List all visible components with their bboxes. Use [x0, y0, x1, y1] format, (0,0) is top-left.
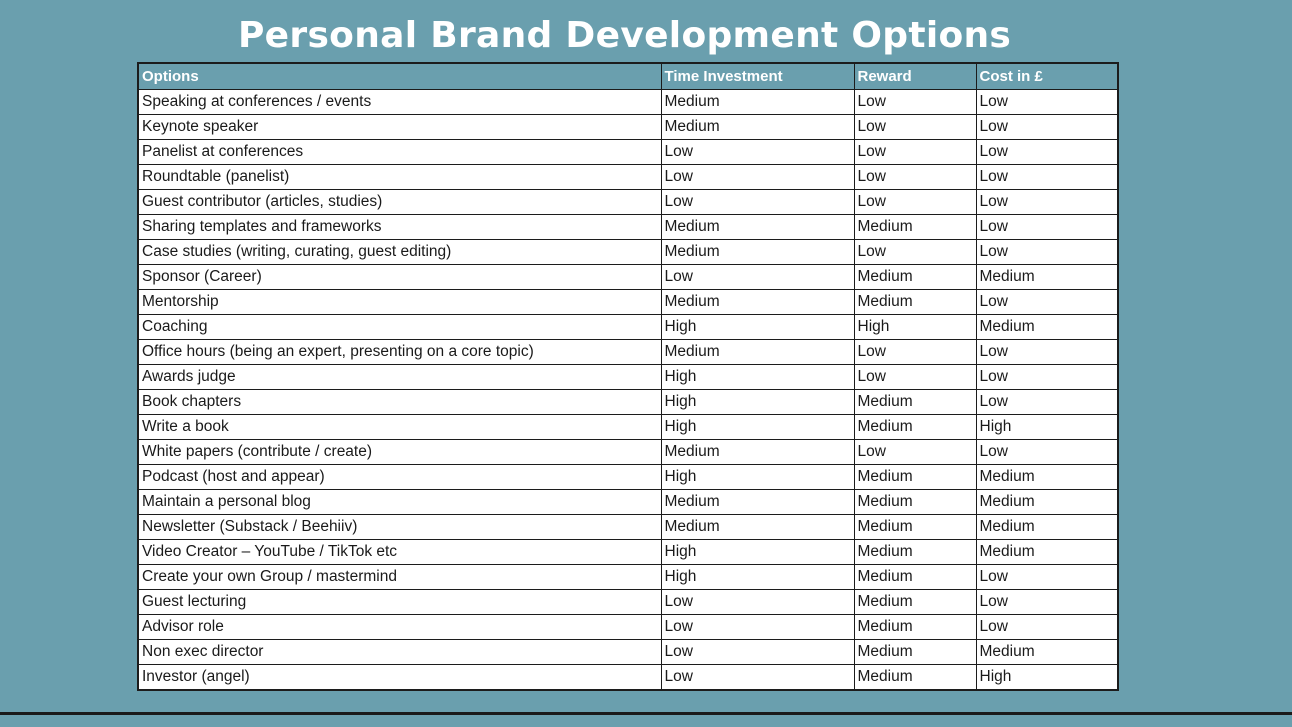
table-row	[139, 465, 1117, 490]
cell-option: Newsletter (Substack / Beehiiv)	[139, 515, 661, 540]
cell-reward: Medium	[854, 515, 976, 540]
cell-cost: Low	[976, 440, 1117, 465]
table-row	[139, 615, 1117, 640]
cell-cost: Low	[976, 590, 1117, 615]
cell-cost: Medium	[976, 465, 1117, 490]
cell-time-investment: Low	[661, 615, 854, 640]
cell-time-investment: Medium	[661, 490, 854, 515]
cell-option: Maintain a personal blog	[139, 490, 661, 515]
cell-reward: Low	[854, 340, 976, 365]
cell-reward: Low	[854, 240, 976, 265]
cell-option: Create your own Group / mastermind	[139, 565, 661, 590]
cell-time-investment: Low	[661, 590, 854, 615]
cell-reward: Low	[854, 365, 976, 390]
cell-reward: Medium	[854, 590, 976, 615]
table-row	[139, 640, 1117, 665]
table-row	[139, 115, 1117, 140]
table-row	[139, 590, 1117, 615]
table-row	[139, 215, 1117, 240]
cell-option: Sponsor (Career)	[139, 265, 661, 290]
cell-reward: Low	[854, 190, 976, 215]
table-row	[139, 340, 1117, 365]
table-row	[139, 240, 1117, 265]
table-row	[139, 290, 1117, 315]
cell-option: Panelist at conferences	[139, 140, 661, 165]
cell-time-investment: Medium	[661, 240, 854, 265]
cell-cost: Low	[976, 390, 1117, 415]
cell-cost: Low	[976, 90, 1117, 115]
cell-time-investment: Low	[661, 140, 854, 165]
cell-cost: Low	[976, 615, 1117, 640]
table-row	[139, 165, 1117, 190]
cell-time-investment: Medium	[661, 290, 854, 315]
cell-time-investment: High	[661, 415, 854, 440]
cell-option: Speaking at conferences / events	[139, 90, 661, 115]
table-row	[139, 540, 1117, 565]
cell-time-investment: Medium	[661, 340, 854, 365]
cell-time-investment: Low	[661, 190, 854, 215]
cell-time-investment: High	[661, 390, 854, 415]
cell-cost: High	[976, 665, 1117, 690]
table-row	[139, 665, 1117, 690]
table-row	[139, 190, 1117, 215]
cell-reward: Medium	[854, 615, 976, 640]
table-row	[139, 390, 1117, 415]
cell-cost: Low	[976, 140, 1117, 165]
cell-option: Non exec director	[139, 640, 661, 665]
cell-option: Sharing templates and frameworks	[139, 215, 661, 240]
cell-option: Podcast (host and appear)	[139, 465, 661, 490]
cell-option: Keynote speaker	[139, 115, 661, 140]
cell-time-investment: High	[661, 540, 854, 565]
cell-time-investment: Medium	[661, 90, 854, 115]
cell-option: Guest lecturing	[139, 590, 661, 615]
slide-title: Personal Brand Development Options	[238, 15, 1012, 56]
table-row	[139, 565, 1117, 590]
cell-reward: Medium	[854, 640, 976, 665]
column-header-options: Options	[139, 64, 661, 90]
cell-option: Video Creator – YouTube / TikTok etc	[139, 540, 661, 565]
cell-reward: Medium	[854, 540, 976, 565]
cell-option: Write a book	[139, 415, 661, 440]
cell-reward: Medium	[854, 215, 976, 240]
cell-reward: Medium	[854, 490, 976, 515]
table-row	[139, 265, 1117, 290]
cell-time-investment: High	[661, 465, 854, 490]
cell-reward: Medium	[854, 265, 976, 290]
cell-cost: Low	[976, 165, 1117, 190]
cell-time-investment: Medium	[661, 215, 854, 240]
cell-reward: Medium	[854, 290, 976, 315]
column-header-time-investment: Time Investment	[661, 64, 854, 90]
cell-reward: Low	[854, 115, 976, 140]
cell-option: White papers (contribute / create)	[139, 440, 661, 465]
cell-cost: Medium	[976, 515, 1117, 540]
cell-cost: Low	[976, 565, 1117, 590]
cell-option: Awards judge	[139, 365, 661, 390]
cell-option: Office hours (being an expert, presenting on a core topic)	[139, 340, 661, 365]
table-header-row	[139, 64, 1117, 90]
cell-reward: Medium	[854, 465, 976, 490]
cell-option: Case studies (writing, curating, guest editing)	[139, 240, 661, 265]
table-row	[139, 415, 1117, 440]
cell-cost: Low	[976, 340, 1117, 365]
cell-reward: Low	[854, 140, 976, 165]
cell-cost: Low	[976, 190, 1117, 215]
cell-reward: High	[854, 315, 976, 340]
cell-cost: Low	[976, 215, 1117, 240]
cell-time-investment: High	[661, 365, 854, 390]
cell-cost: Low	[976, 240, 1117, 265]
cell-option: Roundtable (panelist)	[139, 165, 661, 190]
column-header-cost: Cost in £	[976, 64, 1117, 90]
cell-time-investment: High	[661, 315, 854, 340]
table-row	[139, 490, 1117, 515]
cell-time-investment: Low	[661, 165, 854, 190]
cell-cost: High	[976, 415, 1117, 440]
table-row	[139, 515, 1117, 540]
cell-cost: Low	[976, 365, 1117, 390]
cell-option: Book chapters	[139, 390, 661, 415]
cell-reward: Medium	[854, 565, 976, 590]
cell-cost: Medium	[976, 265, 1117, 290]
table-row	[139, 315, 1117, 340]
table-row	[139, 90, 1117, 115]
cell-cost: Medium	[976, 315, 1117, 340]
bottom-divider	[0, 712, 1292, 715]
table-body	[139, 90, 1117, 690]
table-row	[139, 365, 1117, 390]
cell-time-investment: High	[661, 565, 854, 590]
table-row	[139, 440, 1117, 465]
table-row	[139, 140, 1117, 165]
cell-option: Advisor role	[139, 615, 661, 640]
cell-cost: Medium	[976, 490, 1117, 515]
column-header-reward: Reward	[854, 64, 976, 90]
cell-option: Coaching	[139, 315, 661, 340]
cell-reward: Low	[854, 90, 976, 115]
cell-reward: Medium	[854, 390, 976, 415]
cell-reward: Low	[854, 165, 976, 190]
cell-time-investment: Medium	[661, 115, 854, 140]
cell-reward: Medium	[854, 665, 976, 690]
cell-time-investment: Low	[661, 665, 854, 690]
cell-cost: Low	[976, 290, 1117, 315]
cell-time-investment: Low	[661, 640, 854, 665]
cell-cost: Medium	[976, 540, 1117, 565]
cell-option: Investor (angel)	[139, 665, 661, 690]
cell-cost: Low	[976, 115, 1117, 140]
cell-time-investment: Medium	[661, 440, 854, 465]
cell-option: Mentorship	[139, 290, 661, 315]
cell-reward: Medium	[854, 415, 976, 440]
cell-reward: Low	[854, 440, 976, 465]
cell-time-investment: Medium	[661, 515, 854, 540]
cell-time-investment: Low	[661, 265, 854, 290]
cell-cost: Medium	[976, 640, 1117, 665]
cell-option: Guest contributor (articles, studies)	[139, 190, 661, 215]
options-table	[137, 62, 1119, 691]
